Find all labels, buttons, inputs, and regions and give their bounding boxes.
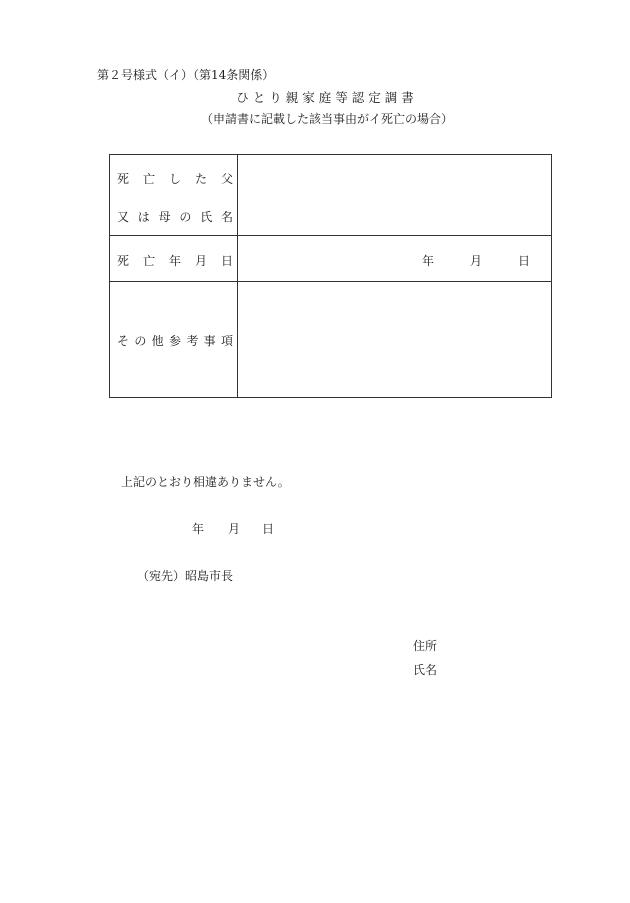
table-row-death-date bbox=[110, 236, 551, 282]
document-subtitle: （申請書に記載した該当事由がイ死亡の場合） bbox=[200, 112, 453, 126]
table-row-deceased-name bbox=[110, 155, 551, 236]
applicant-address-label: 住所 bbox=[413, 639, 438, 653]
form-table bbox=[109, 154, 552, 398]
form-number: 第２号様式（イ）（第14条関係） bbox=[97, 68, 275, 82]
death-month-label: 月 bbox=[470, 254, 483, 268]
label-cell-other-notes bbox=[110, 282, 238, 397]
death-day-label: 日 bbox=[518, 254, 531, 268]
applicant-name-label: 氏名 bbox=[413, 663, 438, 677]
table-row-other-notes bbox=[110, 282, 551, 397]
label-line: 死 亡 年 月 日 bbox=[117, 254, 233, 268]
signature-year-label: 年 bbox=[192, 522, 205, 536]
document-title: ひとり親家庭等認定調書 bbox=[236, 90, 418, 105]
signature-month-label: 月 bbox=[228, 522, 241, 536]
label-line: そ の 他 参 考 事 項 bbox=[117, 334, 233, 348]
death-year-label: 年 bbox=[422, 254, 435, 268]
label-cell-death-date bbox=[110, 236, 238, 281]
death-date-field[interactable] bbox=[238, 236, 551, 281]
label-cell-deceased-name bbox=[110, 155, 238, 235]
deceased-name-field[interactable] bbox=[238, 155, 551, 235]
addressee: （宛先）昭島市長 bbox=[137, 569, 234, 583]
signature-day-label: 日 bbox=[262, 522, 275, 536]
label-line: 又 は 母 の 氏 名 bbox=[117, 210, 233, 224]
label-line: 死 亡 し た 父 bbox=[117, 172, 233, 186]
declaration-statement: 上記のとおり相違ありません。 bbox=[121, 475, 290, 489]
other-notes-field[interactable] bbox=[238, 282, 551, 397]
